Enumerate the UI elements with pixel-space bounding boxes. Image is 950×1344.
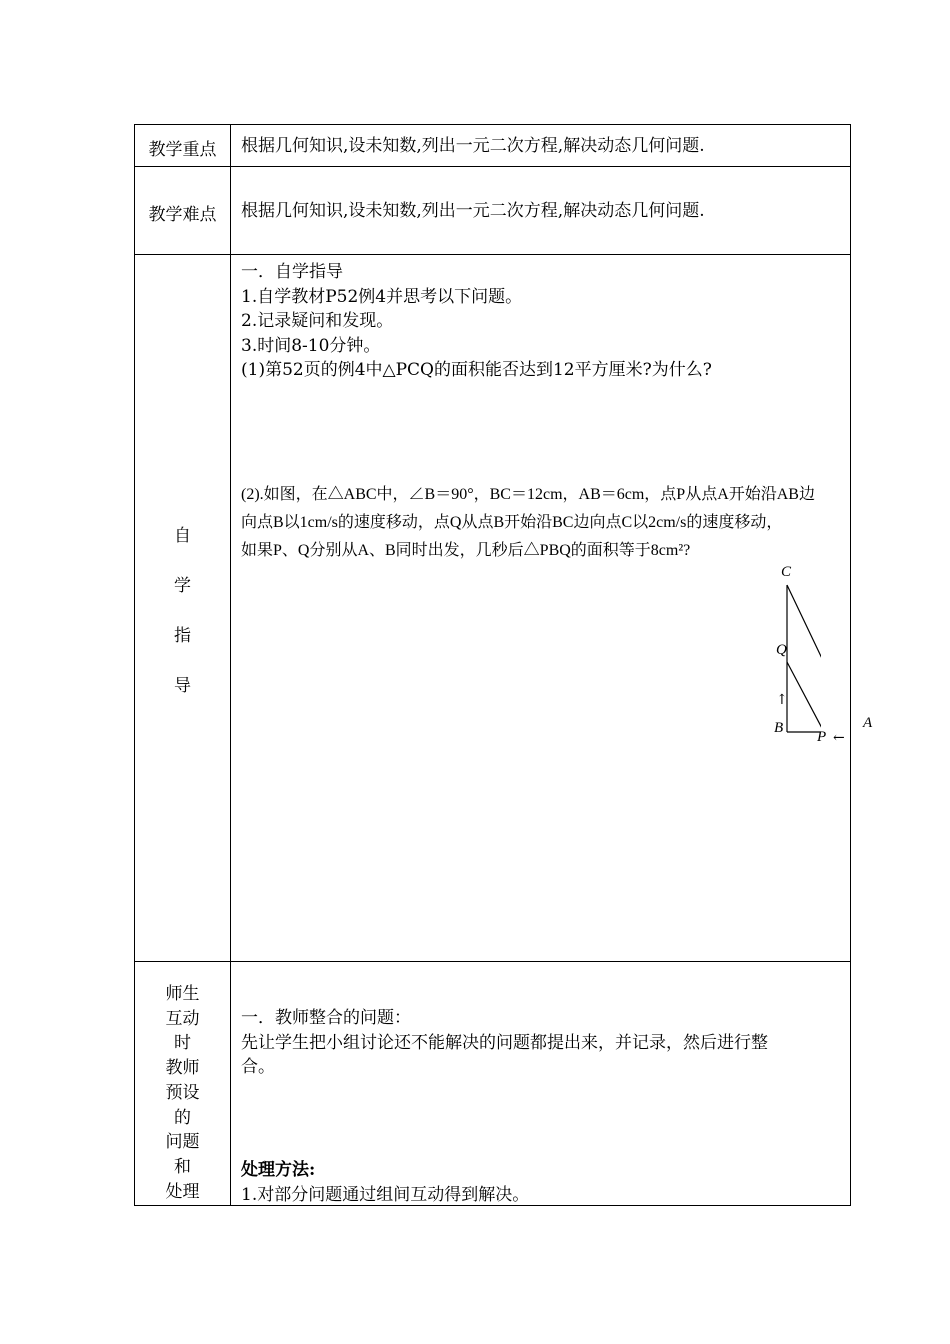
self-study-item: 2.记录疑问和发现。 <box>241 311 394 331</box>
row-content-cell <box>231 962 850 1205</box>
problem-2-line: 向点B以1cm/s的速度移动，点Q从点B开始沿BC边向点C以2cm/s的速度移动， <box>241 514 783 531</box>
interaction-label-text: 互动 <box>165 1008 200 1029</box>
interaction-label-text: 问题 <box>165 1132 200 1153</box>
self-study-label-char: 学 <box>174 576 191 596</box>
self-study-label-char: 指 <box>174 626 191 646</box>
self-study-item: 3.时间8-10分钟。 <box>241 335 381 356</box>
row-content-cell <box>231 125 850 166</box>
self-study-heading: 一．自学指导 <box>241 262 343 282</box>
method-item: 1.对部分问题通过组间互动得到解决。 <box>241 1184 530 1205</box>
interaction-label-text: 处理 <box>165 1181 200 1202</box>
label-c: C <box>781 564 792 580</box>
interaction-label <box>135 982 230 1204</box>
row-label-cell <box>135 255 231 961</box>
teaching-difficulty-text: 根据几何知识,设未知数,列出一元二次方程,解决动态几何问题. <box>241 201 705 221</box>
self-study-item: 1.自学教材P52例4并思考以下问题。 <box>241 286 523 307</box>
interaction-label-text: 教师 <box>165 1058 200 1079</box>
row-self-study <box>135 255 873 962</box>
label-q: Q <box>776 642 787 658</box>
interaction-label-text: 时 <box>174 1033 191 1054</box>
self-study-label-char: 导 <box>174 676 191 696</box>
label-a: A <box>863 715 873 731</box>
triangle-figure <box>661 563 821 753</box>
problem-2-line: 如果P、Q分别从A、B同时出发，几秒后△PBQ的面积等于8cm²? <box>241 542 691 559</box>
label-b: B <box>774 720 784 736</box>
self-study-instructions <box>241 260 712 383</box>
row-teaching-difficulty <box>135 167 850 255</box>
interaction-label-text: 预设 <box>165 1082 200 1103</box>
row-teaching-focus <box>135 125 850 167</box>
self-study-item: (1)第52页的例4中△PCQ的面积能否达到12平方厘米?为什么? <box>241 360 712 380</box>
method-section <box>241 1158 529 1207</box>
self-study-label-char: 自 <box>174 526 191 546</box>
interaction-heading: 一．教师整合的问题： <box>241 1008 411 1028</box>
row-content-cell <box>231 255 873 961</box>
row-label-cell <box>135 125 231 166</box>
row-interaction <box>135 962 850 1205</box>
teaching-focus-label: 教学重点 <box>148 140 217 160</box>
arrow-up-icon: ↑ <box>776 692 788 708</box>
interaction-body-line: 先让学生把小组讨论还不能解决的问题都提出来，并记录，然后进行整 <box>241 1032 768 1053</box>
row-content-cell <box>231 167 850 254</box>
teaching-focus-text: 根据几何知识,设未知数,列出一元二次方程,解决动态几何问题. <box>241 136 705 156</box>
interaction-label-text: 师生 <box>165 984 200 1004</box>
arrow-left-icon: ← <box>833 730 845 746</box>
interaction-content <box>241 1006 768 1080</box>
teaching-difficulty-label: 教学难点 <box>148 205 217 225</box>
label-p: P <box>817 729 827 745</box>
segment-qp <box>787 662 821 732</box>
interaction-body-line: 合。 <box>241 1057 275 1077</box>
problem-2-line: (2).如图，在△ABC中，∠B＝90°，BC＝12cm，AB＝6cm，点P从点A开始沿AB边 <box>241 486 815 503</box>
interaction-label-text: 的 <box>174 1107 191 1128</box>
lesson-plan-table <box>134 124 873 1206</box>
row-label-cell <box>135 962 231 1205</box>
method-title: 处理方法: <box>241 1160 316 1180</box>
segment-ca <box>787 585 821 732</box>
interaction-label-text: 和 <box>174 1156 191 1177</box>
row-label-cell <box>135 167 231 254</box>
problem-2 <box>241 481 815 565</box>
